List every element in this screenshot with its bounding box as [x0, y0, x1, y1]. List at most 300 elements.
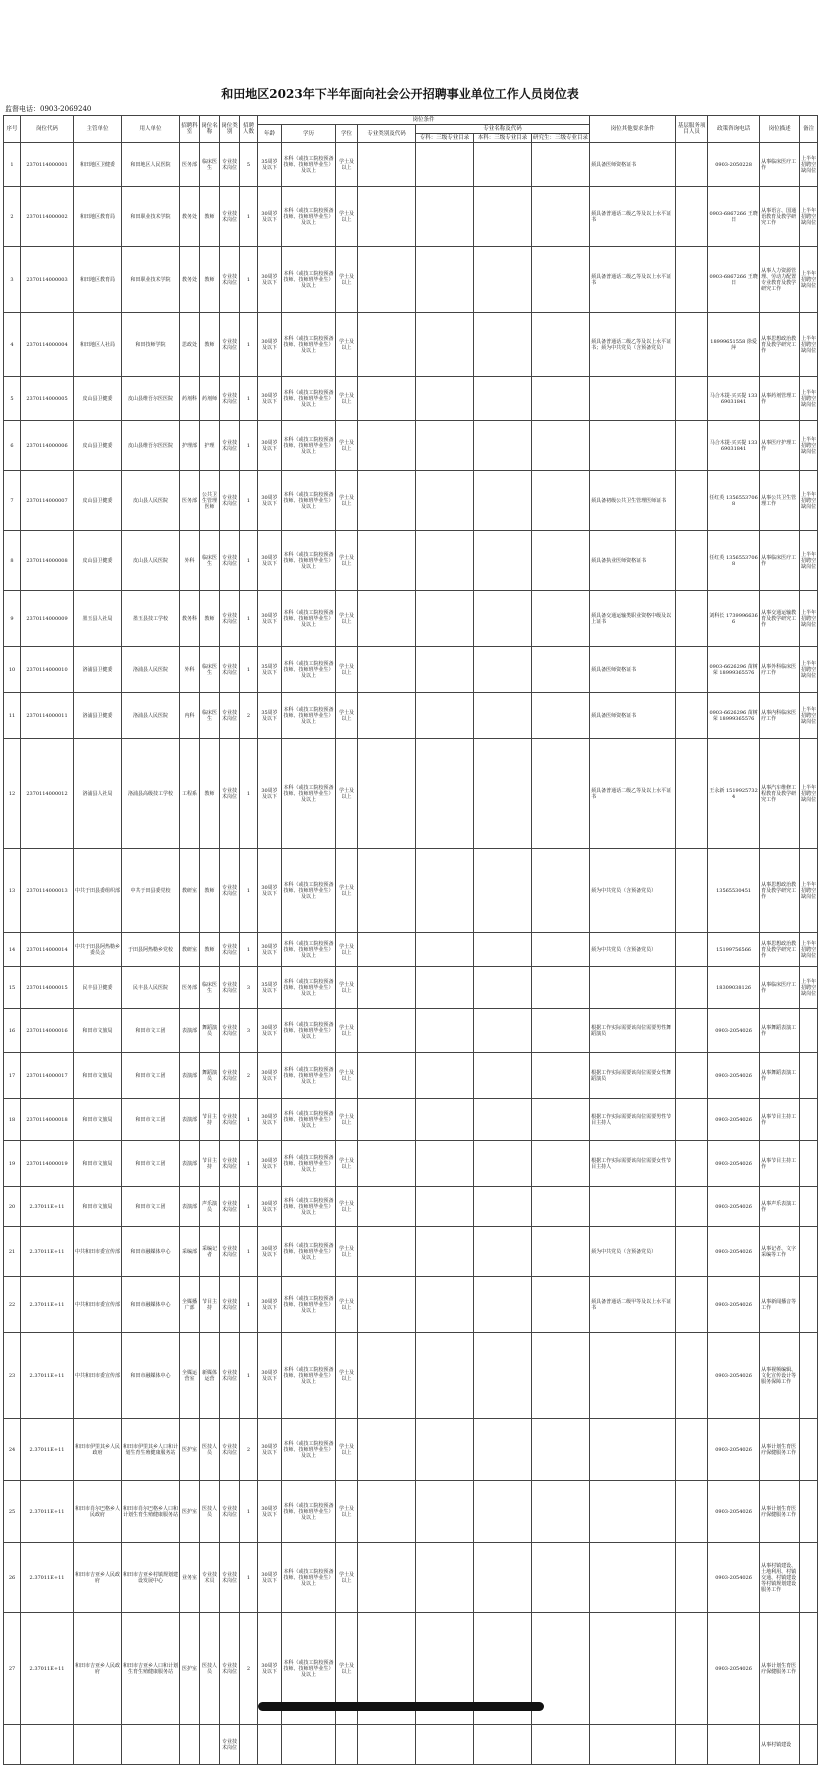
cell-service — [676, 1099, 708, 1141]
cell-desc: 从事临床医疗工作 — [760, 967, 800, 1009]
cell-code: 2.37011E+11 — [21, 1613, 74, 1725]
cell-remark: 上半年招聘空缺岗位 — [800, 591, 818, 647]
table-row — [4, 247, 818, 313]
cell-age: 30周岁及以下 — [258, 1099, 282, 1141]
cell-zk — [416, 1227, 474, 1277]
cell-major — [358, 187, 416, 247]
table-row — [4, 143, 818, 187]
cell-desc: 从事公共卫生管理工作 — [760, 471, 800, 531]
cell-desc: 从事舞蹈表演工作 — [760, 1009, 800, 1053]
cell-other — [590, 377, 676, 421]
cell-major — [358, 313, 416, 377]
cell-degree: 学士及以上 — [336, 1333, 358, 1419]
cell-office: 教务处 — [180, 247, 200, 313]
cell-other — [590, 1419, 676, 1481]
hotline-label: 监督电话： — [5, 105, 40, 113]
cell-major — [358, 531, 416, 591]
table-row — [4, 1227, 818, 1277]
cell-dept: 皮山县卫健委 — [74, 531, 122, 591]
col-zk-header: 专科：三级专业目录 — [416, 134, 474, 143]
cell-yjs — [532, 143, 590, 187]
cell-seq: 23 — [4, 1333, 21, 1419]
cell-unit: 中共于田县委党校 — [122, 849, 180, 933]
cell-phone: 0903-6867266 王晓日 — [708, 187, 760, 247]
cell-phone: 刘科长 17399966366 — [708, 591, 760, 647]
cell-zk — [416, 1141, 474, 1187]
cell-other: 根据工作实际需要该岗位需要女性节目主持人 — [590, 1141, 676, 1187]
cell-num: 1 — [240, 377, 258, 421]
cell-remark: 上半年招聘空缺岗位 — [800, 187, 818, 247]
cell-other: 根据工作实际需要该岗位需要女性舞蹈演员 — [590, 1053, 676, 1099]
cell-age — [258, 1725, 282, 1765]
cell-unit: 和田市肖尔巴格乡人口和计划生育生殖健康服务站 — [122, 1481, 180, 1543]
cell-ptype: 专业技术岗位 — [220, 531, 240, 591]
cell-dept: 和田市文旅局 — [74, 1053, 122, 1099]
cell-service — [676, 693, 708, 739]
cell-phone — [708, 1725, 760, 1765]
cell-zk — [416, 421, 474, 471]
cell-service — [676, 1333, 708, 1419]
cell-desc: 从事村镇建设、土地利用、村镇交通、村镇建设等村镇规划建设服务工作 — [760, 1543, 800, 1613]
table-row — [4, 693, 818, 739]
cell-yjs — [532, 1419, 590, 1481]
cell-post: 药剂师 — [200, 377, 220, 421]
cell-degree: 学士及以上 — [336, 647, 358, 693]
cell-remark: 上半年招聘空缺岗位 — [800, 967, 818, 1009]
header-row-1 — [4, 116, 818, 125]
cell-office: 教务科 — [180, 591, 200, 647]
cell-post: 新媒体运营 — [200, 1333, 220, 1419]
cell-phone: 马合木提·买买提 13369031841 — [708, 377, 760, 421]
cell-code: 2370114000005 — [21, 377, 74, 421]
cell-age: 30周岁及以下 — [258, 1543, 282, 1613]
cell-age: 30周岁及以下 — [258, 1333, 282, 1419]
cell-office: 外科 — [180, 647, 200, 693]
cell-yjs — [532, 693, 590, 739]
cell-bk — [474, 933, 532, 967]
cell-yjs — [532, 187, 590, 247]
cell-office: 教研室 — [180, 849, 200, 933]
cell-ptype: 专业技术岗位 — [220, 1419, 240, 1481]
cell-phone: 18999651558 徐爱萍 — [708, 313, 760, 377]
cell-edu: 本科（或技工院校预备技师、技师班毕业生）及以上 — [282, 1187, 336, 1227]
cell-age: 30周岁及以下 — [258, 933, 282, 967]
cell-dept: 洛浦县卫健委 — [74, 693, 122, 739]
cell-desc: 从事交通运输教育及教学研究工作 — [760, 591, 800, 647]
cell-major — [358, 647, 416, 693]
cell-dept: 和田地区人社局 — [74, 313, 122, 377]
cell-code: 2370114000009 — [21, 591, 74, 647]
cell-service — [676, 247, 708, 313]
cell-degree: 学士及以上 — [336, 1481, 358, 1543]
cell-post: 医技人员 — [200, 1481, 220, 1543]
cell-zk — [416, 313, 474, 377]
cell-dept: 洛浦县人社局 — [74, 739, 122, 849]
cell-desc: 从事视频编辑、文化宣传设计等服务保障工作 — [760, 1333, 800, 1419]
cell-age: 30周岁及以下 — [258, 313, 282, 377]
cell-major — [358, 377, 416, 421]
cell-desc: 从事临床医疗工作 — [760, 143, 800, 187]
cell-dept: 皮山县卫健委 — [74, 471, 122, 531]
cell-unit: 和田地区人民医院 — [122, 143, 180, 187]
col-service-header: 基层服务项目人员 — [676, 116, 708, 143]
cell-office: 内科 — [180, 693, 200, 739]
cell-edu: 本科（或技工院校预备技师、技师班毕业生）及以上 — [282, 591, 336, 647]
cell-post: 医技人员 — [200, 1613, 220, 1725]
cell-dept: 洛浦县卫健委 — [74, 647, 122, 693]
cell-major — [358, 1277, 416, 1333]
cell-service — [676, 1227, 708, 1277]
cell-unit: 和田职业技术学院 — [122, 187, 180, 247]
cell-edu: 本科（或技工院校预备技师、技师班毕业生）及以上 — [282, 187, 336, 247]
cell-ptype: 专业技术岗位 — [220, 1053, 240, 1099]
cell-code: 2370114000014 — [21, 933, 74, 967]
cell-unit: 和田市吉亚乡村镇规划建设发展中心 — [122, 1543, 180, 1613]
cell-code: 2370114000015 — [21, 967, 74, 1009]
cell-major — [358, 1227, 416, 1277]
cell-remark — [800, 1419, 818, 1481]
table-row — [4, 471, 818, 531]
cell-office: 全媒播广部 — [180, 1277, 200, 1333]
cell-other: 须具备普通话二级乙等及以上水平证书 — [590, 187, 676, 247]
cell-age: 30周岁及以下 — [258, 849, 282, 933]
cell-other — [590, 1333, 676, 1419]
cell-ptype: 专业技术岗位 — [220, 591, 240, 647]
cell-degree: 学士及以上 — [336, 1277, 358, 1333]
cell-major — [358, 1099, 416, 1141]
cell-bk — [474, 421, 532, 471]
col-age-header: 年龄 — [258, 125, 282, 143]
cell-phone: 0903-2050228 — [708, 143, 760, 187]
cell-edu: 本科（或技工院校预备技师、技师班毕业生）及以上 — [282, 377, 336, 421]
cell-other — [590, 1481, 676, 1543]
cell-seq: 2 — [4, 187, 21, 247]
cell-ptype: 专业技术岗位 — [220, 647, 240, 693]
cell-desc: 从事药剂管理工作 — [760, 377, 800, 421]
cell-other: 根据工作实际需要该岗位需要男性节目主持人 — [590, 1099, 676, 1141]
cell-desc: 从事计划生育医疗保健服务工作 — [760, 1481, 800, 1543]
cell-zk — [416, 187, 474, 247]
cell-remark: 上半年招聘空缺岗位 — [800, 531, 818, 591]
cell-age: 30周岁及以下 — [258, 421, 282, 471]
cell-office: 医务部 — [180, 967, 200, 1009]
cell-remark — [800, 1227, 818, 1277]
cell-unit: 和田职业技术学院 — [122, 247, 180, 313]
cell-code: 2.37011E+11 — [21, 1543, 74, 1613]
cell-age: 35周岁及以下 — [258, 647, 282, 693]
cell-yjs — [532, 647, 590, 693]
cell-phone: 任红英 13565537068 — [708, 471, 760, 531]
cell-major — [358, 1333, 416, 1419]
cell-post: 舞蹈演员 — [200, 1053, 220, 1099]
cell-unit: 和田市文工团 — [122, 1009, 180, 1053]
cell-zk — [416, 647, 474, 693]
cell-phone: 0903-2054026 — [708, 1099, 760, 1141]
cell-dept: 皮山县卫健委 — [74, 377, 122, 421]
cell-ptype: 专业技术岗位 — [220, 247, 240, 313]
cell-service — [676, 1187, 708, 1227]
cell-remark — [800, 1543, 818, 1613]
cell-bk — [474, 1333, 532, 1419]
major-group-header: 专业名称及代码 — [416, 125, 590, 134]
cell-unit — [122, 1725, 180, 1765]
cell-other: 根据工作实际需要该岗位需要男性舞蹈演员 — [590, 1009, 676, 1053]
cell-num: 1 — [240, 247, 258, 313]
cell-unit: 和田市吉亚乡人口和计划生育生殖健康服务站 — [122, 1613, 180, 1725]
cell-yjs — [532, 1009, 590, 1053]
cell-degree: 学士及以上 — [336, 1009, 358, 1053]
cell-post: 节目主持 — [200, 1099, 220, 1141]
col-dept-header: 主管单位 — [74, 116, 122, 143]
cell-edu: 本科（或技工院校预备技师、技师班毕业生）及以上 — [282, 933, 336, 967]
cell-office: 药剂科 — [180, 377, 200, 421]
table-row — [4, 1099, 818, 1141]
cell-unit: 和田市融媒体中心 — [122, 1277, 180, 1333]
cell-service — [676, 187, 708, 247]
cell-yjs — [532, 967, 590, 1009]
supervision-hotline — [3, 104, 797, 115]
cell-num: 2 — [240, 1419, 258, 1481]
cell-service — [676, 849, 708, 933]
cell-other: 须具备普通话二级乙等及以上水平证书；须为中共党员（含预备党员） — [590, 313, 676, 377]
cell-ptype: 专业技术岗位 — [220, 421, 240, 471]
cell-major — [358, 739, 416, 849]
cell-dept: 中共于田县阿热勒乡委员会 — [74, 933, 122, 967]
cell-code: 2370114000016 — [21, 1009, 74, 1053]
cell-age: 30周岁及以下 — [258, 739, 282, 849]
conditions-header: 岗位条件 — [258, 116, 590, 125]
cell-bk — [474, 1141, 532, 1187]
cell-post: 教师 — [200, 247, 220, 313]
cell-unit: 和田市文工团 — [122, 1187, 180, 1227]
cell-age: 30周岁及以下 — [258, 1419, 282, 1481]
cell-zk — [416, 1053, 474, 1099]
table-row — [4, 1141, 818, 1187]
cell-yjs — [532, 471, 590, 531]
cell-age: 30周岁及以下 — [258, 1613, 282, 1725]
cell-bk — [474, 1009, 532, 1053]
cell-desc: 从事内科临床医疗工作 — [760, 693, 800, 739]
cell-remark: 上半年招聘空缺岗位 — [800, 143, 818, 187]
cell-ptype: 专业技术岗位 — [220, 1141, 240, 1187]
cell-yjs — [532, 739, 590, 849]
cell-unit: 墨玉县技工学校 — [122, 591, 180, 647]
cell-service — [676, 1725, 708, 1765]
cell-seq: 9 — [4, 591, 21, 647]
cell-code: 2370114000008 — [21, 531, 74, 591]
cell-dept: 和田市伊里其乡人民政府 — [74, 1419, 122, 1481]
cell-other: 须具备医师资格证书 — [590, 693, 676, 739]
cell-desc: 从事节目主持工作 — [760, 1141, 800, 1187]
cell-num: 1 — [240, 1481, 258, 1543]
cell-seq: 11 — [4, 693, 21, 739]
cell-zk — [416, 693, 474, 739]
cell-remark: 上半年招聘空缺岗位 — [800, 471, 818, 531]
cell-seq: 1 — [4, 143, 21, 187]
cell-edu: 本科（或技工院校预备技师、技师班毕业生）及以上 — [282, 1277, 336, 1333]
cell-service — [676, 647, 708, 693]
cell-service — [676, 1141, 708, 1187]
cell-age: 30周岁及以下 — [258, 1481, 282, 1543]
cell-post: 教师 — [200, 313, 220, 377]
cell-age: 30周岁及以下 — [258, 247, 282, 313]
home-indicator-bar[interactable] — [258, 1702, 544, 1711]
cell-code: 2.37011E+11 — [21, 1419, 74, 1481]
cell-num: 1 — [240, 647, 258, 693]
cell-ptype: 专业技术岗位 — [220, 1543, 240, 1613]
cell-num: 1 — [240, 313, 258, 377]
cell-unit: 和田市文工团 — [122, 1099, 180, 1141]
cell-remark — [800, 1053, 818, 1099]
cell-phone: 0903-6626296 苗树荣 18999365576 — [708, 693, 760, 739]
table-row — [4, 1543, 818, 1613]
cell-phone: 13565530451 — [708, 849, 760, 933]
cell-bk — [474, 1099, 532, 1141]
cell-seq: 16 — [4, 1009, 21, 1053]
cell-bk — [474, 471, 532, 531]
cell-desc: 从事外科临床医疗工作 — [760, 647, 800, 693]
cell-dept: 中共于田县委组织部 — [74, 849, 122, 933]
cell-remark: 上半年招聘空缺岗位 — [800, 647, 818, 693]
cell-post: 公共卫生管理医师 — [200, 471, 220, 531]
cell-ptype: 专业技术岗位 — [220, 1613, 240, 1725]
cell-remark: 上半年招聘空缺岗位 — [800, 313, 818, 377]
cell-remark — [800, 1613, 818, 1725]
cell-ptype: 专业技术岗位 — [220, 1277, 240, 1333]
cell-age: 30周岁及以下 — [258, 377, 282, 421]
cell-service — [676, 1277, 708, 1333]
cell-edu: 本科（或技工院校预备技师、技师班毕业生）及以上 — [282, 1543, 336, 1613]
cell-code: 2370114000006 — [21, 421, 74, 471]
cell-phone: 0903-2054026 — [708, 1053, 760, 1099]
cell-phone: 0903-2054026 — [708, 1141, 760, 1187]
col-code-header: 岗位代码 — [21, 116, 74, 143]
cell-num: 1 — [240, 739, 258, 849]
cell-major — [358, 849, 416, 933]
cell-edu: 本科（或技工院校预备技师、技师班毕业生）及以上 — [282, 1009, 336, 1053]
cell-edu: 本科（或技工院校预备技师、技师班毕业生）及以上 — [282, 1141, 336, 1187]
cell-degree: 学士及以上 — [336, 1543, 358, 1613]
cell-ptype: 专业技术岗位 — [220, 1333, 240, 1419]
cell-degree: 学士及以上 — [336, 967, 358, 1009]
cell-degree: 学士及以上 — [336, 471, 358, 531]
cell-post: 舞蹈演员 — [200, 1009, 220, 1053]
cell-desc: 从事人力资源管理、劳动力配置专业教育及教学研究工作 — [760, 247, 800, 313]
cell-code: 2.37011E+11 — [21, 1187, 74, 1227]
cell-bk — [474, 143, 532, 187]
cell-service — [676, 1009, 708, 1053]
table-row — [4, 933, 818, 967]
table-row — [4, 647, 818, 693]
cell-major — [358, 1481, 416, 1543]
cell-remark — [800, 1277, 818, 1333]
cell-zk — [416, 143, 474, 187]
cell-num: 1 — [240, 187, 258, 247]
cell-ptype: 专业技术岗位 — [220, 1481, 240, 1543]
cell-yjs — [532, 1725, 590, 1765]
cell-bk — [474, 693, 532, 739]
cell-ptype: 专业技术岗位 — [220, 1227, 240, 1277]
cell-seq: 26 — [4, 1543, 21, 1613]
cell-edu: 本科（或技工院校预备技师、技师班毕业生）及以上 — [282, 1481, 336, 1543]
cell-degree: 学士及以上 — [336, 1053, 358, 1099]
cell-zk — [416, 933, 474, 967]
cell-degree — [336, 1725, 358, 1765]
cell-code: 2370114000012 — [21, 739, 74, 849]
cell-office: 表演部 — [180, 1141, 200, 1187]
cell-degree: 学士及以上 — [336, 1613, 358, 1725]
cell-dept: 和田市文旅局 — [74, 1099, 122, 1141]
cell-bk — [474, 187, 532, 247]
cell-other: 须具备医师资格证书 — [590, 647, 676, 693]
cell-degree: 学士及以上 — [336, 1141, 358, 1187]
cell-unit: 和田市融媒体中心 — [122, 1333, 180, 1419]
cell-seq: 27 — [4, 1613, 21, 1725]
col-remark-header: 备注 — [800, 116, 818, 143]
cell-other — [590, 967, 676, 1009]
cell-code: 2370114000010 — [21, 647, 74, 693]
cell-ptype: 专业技术岗位 — [220, 471, 240, 531]
cell-dept: 和田市吉亚乡人民政府 — [74, 1613, 122, 1725]
cell-yjs — [532, 1187, 590, 1227]
table-row — [4, 591, 818, 647]
document-title: 和田地区2023年下半年面向社会公开招聘事业单位工作人员岗位表 — [221, 87, 579, 101]
cell-edu: 本科（或技工院校预备技师、技师班毕业生）及以上 — [282, 531, 336, 591]
col-unit-header: 用人单位 — [122, 116, 180, 143]
cell-desc: 从事村镇建设 — [760, 1725, 800, 1765]
cell-code: 2.37011E+11 — [21, 1277, 74, 1333]
cell-remark: 上半年招聘空缺岗位 — [800, 421, 818, 471]
cell-desc: 从事汽车维修工程教育及教学研究工作 — [760, 739, 800, 849]
cell-bk — [474, 531, 532, 591]
cell-office: 医务部 — [180, 143, 200, 187]
cell-zk — [416, 849, 474, 933]
col-yjs-header: 研究生：三级专业目录 — [533, 135, 589, 141]
cell-phone: 0903-2054026 — [708, 1009, 760, 1053]
cell-dept: 和田市肖尔巴格乡人民政府 — [74, 1481, 122, 1543]
cell-seq: 24 — [4, 1419, 21, 1481]
cell-bk — [474, 1277, 532, 1333]
cell-age: 35周岁及以下 — [258, 143, 282, 187]
cell-office: 护理部 — [180, 421, 200, 471]
cell-major — [358, 1419, 416, 1481]
cell-phone: 0903-2054026 — [708, 1227, 760, 1277]
cell-yjs — [532, 1053, 590, 1099]
cell-phone: 0903-6867266 王晓日 — [708, 247, 760, 313]
cell-ptype: 专业技术岗位 — [220, 377, 240, 421]
cell-edu: 本科（或技工院校预备技师、技师班毕业生）及以上 — [282, 693, 336, 739]
cell-post — [200, 1725, 220, 1765]
cell-service — [676, 471, 708, 531]
cell-edu: 本科（或技工院校预备技师、技师班毕业生）及以上 — [282, 647, 336, 693]
cell-seq: 22 — [4, 1277, 21, 1333]
cell-num: 1 — [240, 933, 258, 967]
cell-edu: 本科（或技工院校预备技师、技师班毕业生）及以上 — [282, 967, 336, 1009]
cell-major — [358, 967, 416, 1009]
cell-phone: 任红英 13565537068 — [708, 531, 760, 591]
cell-num: 1 — [240, 421, 258, 471]
cell-major — [358, 471, 416, 531]
cell-num: 1 — [240, 1227, 258, 1277]
cell-service — [676, 1419, 708, 1481]
cell-remark — [800, 1725, 818, 1765]
cell-other: 须具备普通话二级乙等及以上水平证书 — [590, 247, 676, 313]
cell-service — [676, 143, 708, 187]
cell-unit: 洛浦县人民医院 — [122, 693, 180, 739]
cell-dept: 中共和田市委宣传部 — [74, 1227, 122, 1277]
cell-zk — [416, 739, 474, 849]
cell-desc: 从事计划生育医疗保健服务工作 — [760, 1419, 800, 1481]
